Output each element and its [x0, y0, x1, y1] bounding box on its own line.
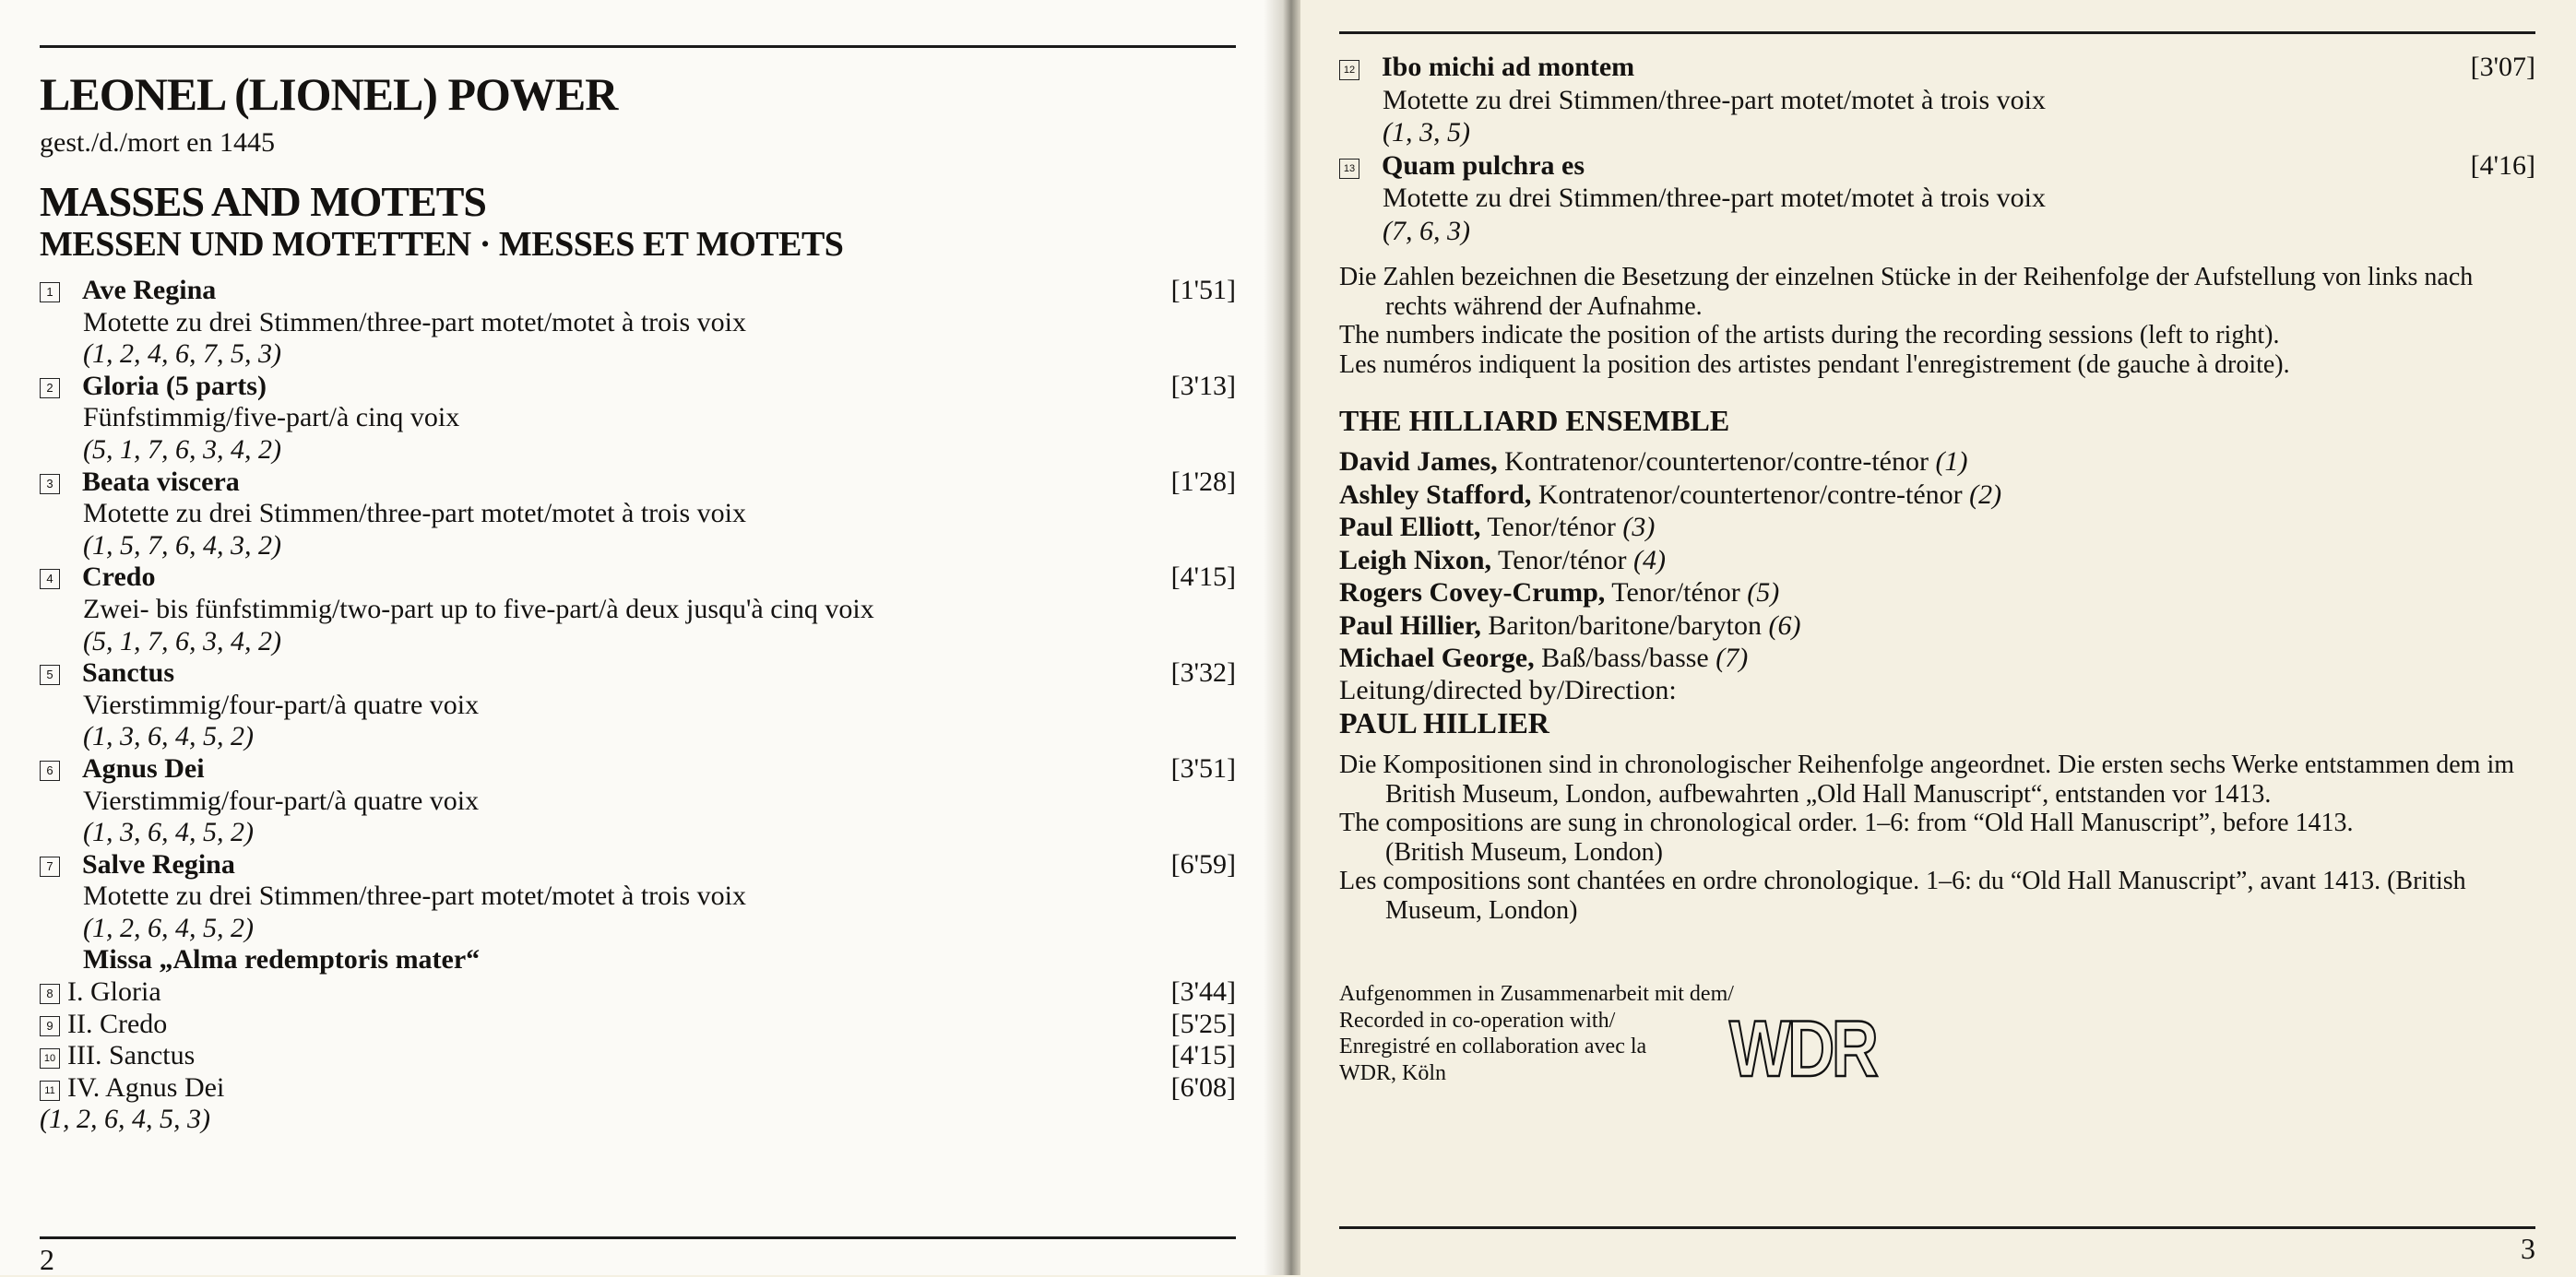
missa-part-title: II. Credo — [67, 1008, 168, 1039]
track-voices: (1, 3, 6, 4, 5, 2) — [83, 817, 254, 848]
artist-name: Leigh Nixon, — [1339, 544, 1492, 575]
cooperation-wdr: WDR, Köln — [1339, 1060, 1446, 1085]
artist-name: David James, — [1339, 446, 1498, 477]
missa-part-title: I. Gloria — [67, 976, 161, 1008]
direction-label: Leitung/directed by/Direction: — [1339, 675, 1677, 705]
track-voices: (1, 5, 7, 6, 4, 3, 2) — [83, 529, 281, 561]
artist-position: (6) — [1768, 609, 1801, 641]
track-number-icon: 12 — [1339, 60, 1359, 80]
artist-role: Kontratenor/countertenor/contre-ténor — [1537, 479, 1963, 510]
artist-role: Bariton/baritone/baryton — [1488, 609, 1762, 641]
track-title-line — [1339, 149, 2535, 183]
artist-position: (5) — [1747, 577, 1780, 608]
artist-position: (2) — [1969, 479, 2002, 510]
artist-row — [1339, 479, 2001, 512]
track-voices: (1, 2, 4, 6, 7, 5, 3) — [83, 338, 281, 370]
artist-row — [1339, 445, 2001, 479]
track-description: Vierstimmig/four-part/à quatre voix — [83, 689, 480, 720]
track-duration: [3'44] — [1170, 976, 1236, 1008]
left-page — [0, 0, 1282, 1275]
missa-part-row — [40, 1009, 1236, 1041]
track-title: Gloria (5 parts) — [82, 370, 267, 401]
artist-name: Paul Elliott, — [1339, 512, 1481, 542]
track-title: Quam pulchra es — [1382, 149, 1585, 181]
track-description: Motette zu drei Stimmen/three-part motet/motet à trois voix — [83, 881, 746, 912]
artist-role: Tenor/ténor — [1498, 544, 1627, 575]
missa-part-row — [40, 976, 1236, 1009]
track-duration: [4'16] — [2470, 149, 2535, 181]
ensemble-name: THE HILLIARD ENSEMBLE — [1339, 404, 1730, 437]
track-description: Motette zu drei Stimmen/three-part motet/motet à trois voix — [1383, 84, 2046, 115]
track-title: Sanctus — [82, 657, 175, 689]
track-title: Beata viscera — [82, 466, 240, 497]
artist-name: Paul Hillier, — [1339, 609, 1481, 641]
chronology-en: The compositions are sung in chronological order. 1–6: from “Old Hall Manuscript”, before 1413. (British Museum, London) — [1339, 809, 2354, 867]
artist-name: Michael George, — [1339, 643, 1535, 673]
top-rule — [1339, 31, 2535, 34]
track-row — [1339, 51, 2535, 149]
missa-title: Missa „Alma redemptoris mater“ — [83, 944, 481, 975]
artist-row — [1339, 576, 2001, 609]
cooperation-en: Recorded in co-operation with/ — [1339, 1008, 1616, 1033]
chronology-note — [1339, 751, 2535, 925]
missa-part-row — [40, 1072, 1236, 1105]
page-number: 3 — [2521, 1232, 2535, 1265]
track-title-line — [40, 371, 1236, 403]
track-title: Credo — [82, 562, 156, 593]
track-number-icon: 4 — [40, 569, 60, 589]
artist-row — [1339, 642, 2001, 675]
track-title-line — [40, 753, 1236, 786]
artist-position: (4) — [1633, 544, 1666, 575]
track-description: Motette zu drei Stimmen/three-part motet/motet à trois voix — [1383, 183, 2046, 213]
artist-row — [1339, 544, 2001, 577]
artist-role: Baß/bass/basse — [1541, 643, 1709, 673]
track-number-icon: 6 — [40, 761, 60, 781]
track-list — [1339, 51, 2535, 247]
right-page — [1300, 0, 2576, 1275]
track-row — [40, 562, 1236, 657]
artist-role: Kontratenor/countertenor/contre-ténor — [1504, 446, 1929, 477]
track-duration: [6'08] — [1170, 1071, 1236, 1103]
composer-dates: gest./d./mort en 1445 — [40, 127, 275, 158]
track-voices: (1, 2, 6, 4, 5, 2) — [83, 912, 254, 943]
album-subtitle: MESSEN UND MOTETTEN · MESSES ET MOTETS — [40, 225, 844, 264]
track-row — [40, 275, 1236, 371]
track-duration: [3'51] — [1170, 752, 1236, 784]
track-voices: (1, 3, 5) — [1383, 117, 1470, 148]
note-en: The numbers indicate the position of the artists during the recording sessions (left to right). — [1339, 321, 2280, 349]
composer-name: LEONEL (LIONEL) POWER — [40, 68, 618, 120]
cooperation-fr: Enregistré en collaboration avec la — [1339, 1035, 1647, 1058]
track-title-line — [40, 657, 1236, 690]
track-number-icon: 2 — [40, 378, 60, 398]
track-row — [40, 753, 1236, 849]
track-row — [40, 467, 1236, 562]
track-description: Zwei- bis fünfstimmig/two-part up to five-part/à deux jusqu'à cinq voix — [83, 593, 874, 624]
track-title-line — [40, 467, 1236, 499]
wdr-logo: WDR — [1729, 1005, 1876, 1094]
top-rule — [40, 45, 1236, 48]
track-title-line — [1339, 51, 2535, 84]
artist-role: Tenor/ténor — [1487, 512, 1616, 542]
track-title: Agnus Dei — [82, 752, 205, 784]
track-voices: (5, 1, 7, 6, 3, 4, 2) — [83, 433, 281, 465]
bottom-rule — [1339, 1226, 2535, 1229]
track-title-line — [40, 275, 1236, 307]
track-duration: [3'07] — [2470, 52, 2535, 82]
track-voices: (5, 1, 7, 6, 3, 4, 2) — [83, 625, 281, 656]
track-number-icon: 1 — [40, 282, 60, 302]
track-duration: [3'32] — [1170, 657, 1236, 689]
cooperation-de: Aufgenommen in Zusammenarbeit mit dem/ — [1339, 982, 1734, 1006]
track-duration: [4'15] — [1170, 1040, 1236, 1071]
track-voices: (7, 6, 3) — [1383, 215, 1470, 246]
track-number-icon: 5 — [40, 665, 60, 685]
track-number-icon: 3 — [40, 474, 60, 494]
artist-name: Rogers Covey-Crump, — [1339, 577, 1606, 608]
track-number-icon: 13 — [1339, 159, 1359, 179]
track-duration: [6'59] — [1170, 848, 1236, 880]
track-title: Ibo michi ad montem — [1382, 52, 1635, 82]
note-de: Die Zahlen bezeichnen die Besetzung der einzelnen Stücke in der Reihenfolge der Aufstellung von links nach rechts während der Aufnahme. — [1339, 263, 2474, 321]
artist-name: Ashley Stafford, — [1339, 479, 1532, 510]
artist-row — [1339, 609, 2001, 643]
page-number: 2 — [40, 1243, 54, 1276]
track-title: Salve Regina — [82, 848, 235, 880]
track-duration: [3'13] — [1170, 370, 1236, 401]
track-description: Motette zu drei Stimmen/three-part motet/motet à trois voix — [83, 306, 746, 337]
numbers-note — [1339, 263, 2535, 379]
track-row — [40, 371, 1236, 467]
track-list — [40, 275, 1236, 1136]
track-title-line — [40, 562, 1236, 594]
missa-part-row — [40, 1040, 1236, 1072]
track-row — [40, 657, 1236, 753]
track-voices: (1, 3, 6, 4, 5, 2) — [83, 721, 254, 752]
track-row — [40, 849, 1236, 945]
album-title: MASSES AND MOTETS — [40, 178, 487, 225]
track-description: Fünfstimmig/five-part/à cinq voix — [83, 402, 460, 433]
missa-voices: (1, 2, 6, 4, 5, 3) — [40, 1104, 210, 1135]
track-title-line — [40, 849, 1236, 881]
artist-position: (7) — [1715, 643, 1749, 673]
track-number-icon: 9 — [40, 1016, 60, 1036]
artist-position: (3) — [1622, 512, 1656, 542]
track-description: Vierstimmig/four-part/à quatre voix — [83, 785, 480, 816]
director-name: PAUL HILLIER — [1339, 706, 1549, 739]
track-duration: [1'28] — [1170, 466, 1236, 497]
track-number-icon: 8 — [40, 984, 60, 1004]
bottom-rule — [40, 1236, 1236, 1239]
track-number-icon: 7 — [40, 857, 60, 877]
track-number-icon: 10 — [40, 1048, 60, 1069]
artist-position: (1) — [1935, 446, 1968, 477]
missa-part-title: III. Sanctus — [67, 1040, 196, 1071]
track-duration: [4'15] — [1170, 562, 1236, 593]
track-title: Ave Regina — [82, 275, 217, 305]
chronology-de: Die Kompositionen sind in chronologischer Reihenfolge angeordnet. Die ersten sechs Werke entstammen dem im British Museum, London, aufbewahrten „Old Hall Manuscript“, entstanden vor 1413. — [1339, 751, 2515, 809]
track-description: Motette zu drei Stimmen/three-part motet/motet à trois voix — [83, 498, 746, 529]
missa-part-title: IV. Agnus Dei — [67, 1071, 225, 1103]
artist-role: Tenor/ténor — [1611, 577, 1740, 608]
track-duration: [5'25] — [1170, 1008, 1236, 1039]
cooperation-note — [1339, 981, 1734, 1086]
note-fr: Les numéros indiquent la position des artistes pendant l'enregistrement (de gauche à droite). — [1339, 349, 2290, 379]
artist-list — [1339, 445, 2001, 675]
track-number-icon: 11 — [40, 1081, 60, 1101]
artist-row — [1339, 511, 2001, 544]
chronology-fr: Les compositions sont chantées en ordre chronologique. 1–6: du “Old Hall Manuscript”, avant 1413. (British Museum, London) — [1339, 867, 2466, 925]
track-row — [1339, 149, 2535, 248]
track-duration: [1'51] — [1170, 275, 1236, 305]
